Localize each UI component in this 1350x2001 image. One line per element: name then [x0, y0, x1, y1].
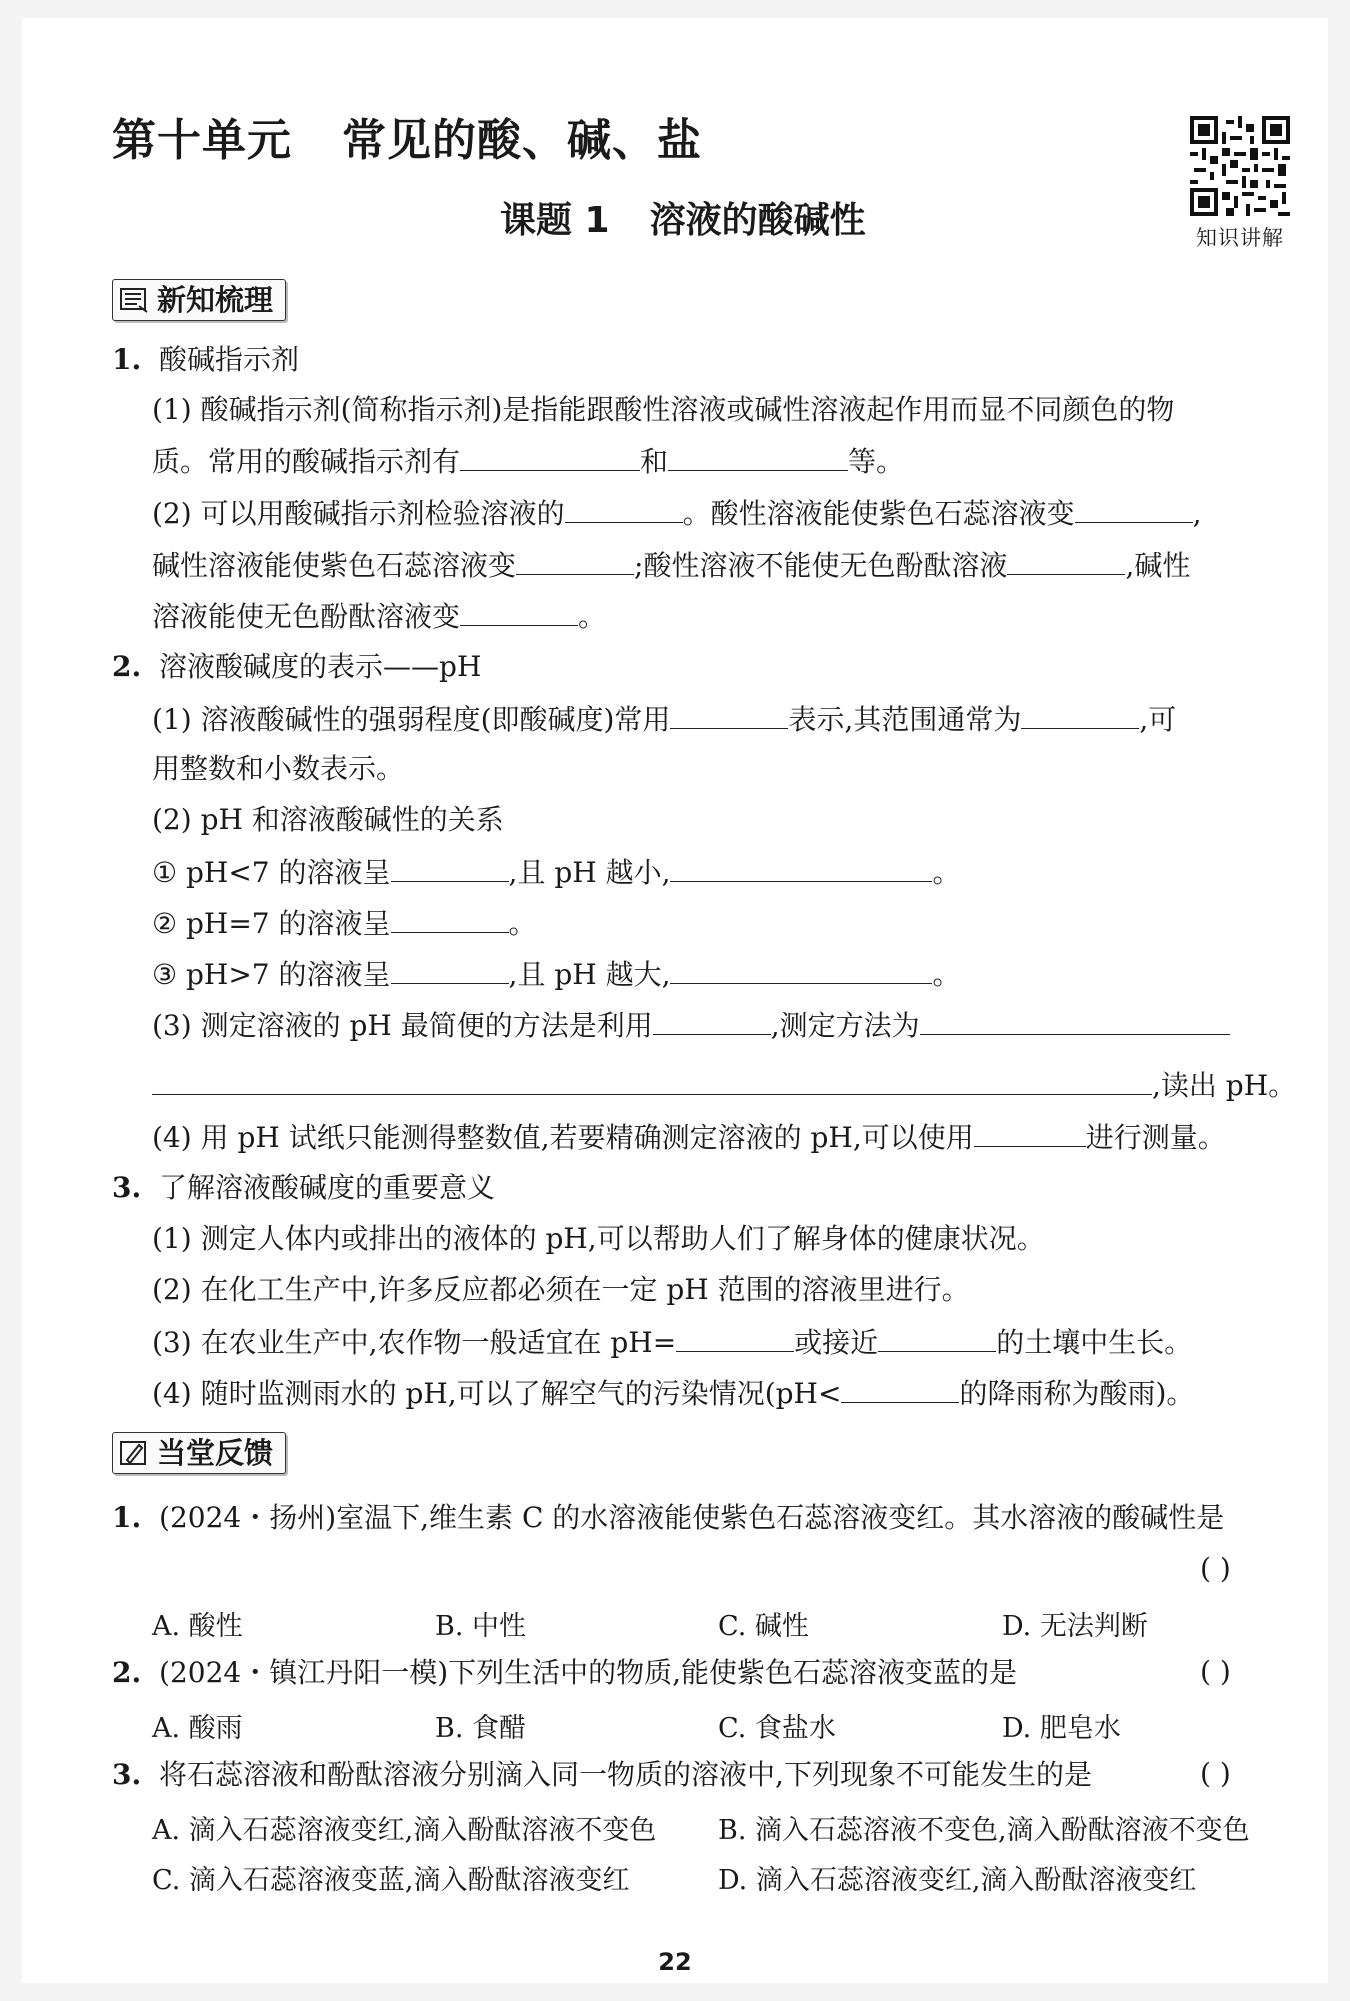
text: 溶液能使无色酚酞溶液变	[152, 600, 461, 633]
q2-option-b[interactable]: B. 食醋	[435, 1713, 527, 1744]
text: 的土壤中生长。	[996, 1326, 1193, 1359]
k1-p2a	[152, 494, 1202, 532]
text: 。	[932, 856, 961, 889]
text: ,且 pH 越大,	[508, 958, 671, 991]
k3-p2: (2) 在化工生产中,许多反应都必须在一定 pH 范围的溶液里进行。	[152, 1273, 970, 1306]
k3-p3	[152, 1323, 1192, 1361]
blank[interactable]	[391, 955, 509, 984]
blank[interactable]	[391, 853, 509, 882]
q2-option-a[interactable]: A. 酸雨	[152, 1713, 243, 1744]
q1-option-a[interactable]: A. 酸性	[152, 1611, 243, 1642]
q3-option-b[interactable]: B. 滴入石蕊溶液不变色,滴入酚酞溶液不变色	[718, 1815, 1250, 1846]
page-number: 22	[658, 1948, 692, 1976]
section-title: 当堂反馈	[157, 1436, 274, 1470]
text: ③ pH>7 的溶液呈	[152, 958, 391, 991]
text: (2) 可以用酸碱指示剂检验溶液的	[152, 497, 565, 530]
k2-case1	[152, 853, 961, 891]
text: 进行测量。	[1085, 1121, 1226, 1154]
lesson-title	[500, 192, 866, 243]
text: ,碱性	[1125, 549, 1191, 582]
section-header-new-knowledge	[112, 279, 286, 321]
k1-p2b	[152, 546, 1190, 584]
q2-stem: 2. (2024・镇江丹阳一模)下列生活中的物质,能使紫色石蕊溶液变蓝的是	[112, 1656, 1018, 1689]
blank[interactable]	[152, 1066, 1152, 1095]
blank[interactable]	[653, 1006, 771, 1035]
text: 。	[508, 907, 537, 940]
blank[interactable]	[974, 1118, 1086, 1147]
q1-answer-paren[interactable]: ( )	[1200, 1552, 1231, 1585]
blank[interactable]	[1075, 494, 1193, 523]
section-header-feedback	[112, 1432, 286, 1474]
blank[interactable]	[565, 494, 683, 523]
qr-label: 知识讲解	[1196, 226, 1284, 250]
k2-p4	[152, 1118, 1226, 1156]
lesson-number: 课题 1	[500, 200, 610, 241]
q3-option-c[interactable]: C. 滴入石蕊溶液变蓝,滴入酚酞溶液变红	[152, 1865, 630, 1896]
q1-option-d[interactable]: D. 无法判断	[1002, 1611, 1148, 1642]
blank[interactable]	[460, 597, 578, 626]
text: ② pH=7 的溶液呈	[152, 907, 391, 940]
unit-number: 第十单元	[112, 115, 292, 166]
text: ① pH<7 的溶液呈	[152, 856, 391, 889]
blank[interactable]	[516, 546, 634, 575]
text: ,且 pH 越小,	[508, 856, 671, 889]
q3-option-a[interactable]: A. 滴入石蕊溶液变红,滴入酚酞溶液不变色	[152, 1815, 657, 1846]
pencil-icon	[119, 1439, 149, 1467]
q3-answer-paren[interactable]: ( )	[1200, 1757, 1231, 1790]
blank[interactable]	[1021, 700, 1139, 729]
text: (3) 测定溶液的 pH 最简便的方法是利用	[152, 1009, 653, 1042]
text: (2024・扬州)室温下,维生素 C 的水溶液能使紫色石蕊溶液变红。其水溶液的酸碱性是	[159, 1501, 1225, 1534]
text: (4) 随时监测雨水的 pH,可以了解空气的污染情况(pH<	[152, 1377, 842, 1410]
q1-option-b[interactable]: B. 中性	[435, 1611, 527, 1642]
text: 和	[640, 445, 669, 478]
k2-title: 2. 溶液酸碱度的表示——pH	[112, 650, 482, 683]
text: 。	[932, 958, 961, 991]
unit-name: 常见的酸、碱、盐	[342, 115, 702, 166]
text: 碱性溶液能使紫色石蕊溶液变	[152, 549, 517, 582]
text: ,测定方法为	[770, 1009, 920, 1042]
text: 。	[578, 600, 607, 633]
text: 的降雨称为酸雨)。	[959, 1377, 1195, 1410]
blank[interactable]	[920, 1006, 1230, 1035]
k2-p3a	[152, 1006, 1230, 1044]
text: 或接近	[794, 1326, 879, 1359]
q1-stem: 1. (2024・扬州)室温下,维生素 C 的水溶液能使紫色石蕊溶液变红。其水溶液的酸碱性是	[112, 1501, 1225, 1534]
k2-case3	[152, 955, 961, 993]
q2-option-d[interactable]: D. 肥皂水	[1002, 1713, 1121, 1744]
text: 将石蕊溶液和酚酞溶液分别滴入同一物质的溶液中,下列现象不可能发生的是	[159, 1758, 1092, 1791]
text: 表示,其范围通常为	[788, 703, 1022, 736]
text: ;酸性溶液不能使无色酚酞溶液	[634, 549, 1008, 582]
text: ,读出 pH。	[1152, 1069, 1297, 1102]
blank[interactable]	[878, 1323, 996, 1352]
lesson-name: 溶液的酸碱性	[649, 200, 866, 241]
k2-p1a	[152, 700, 1176, 738]
blank[interactable]	[670, 955, 932, 984]
blank[interactable]	[670, 700, 788, 729]
k1-p2c	[152, 597, 606, 635]
k2-case2	[152, 904, 537, 942]
blank[interactable]	[841, 1374, 959, 1403]
k3-title: 3. 了解溶液酸碱度的重要意义	[112, 1171, 496, 1204]
text: 。酸性溶液能使紫色石蕊溶液变	[682, 497, 1075, 530]
text: (3) 在农业生产中,农作物一般适宜在 pH=	[152, 1326, 677, 1359]
q3-stem: 3. 将石蕊溶液和酚酞溶液分别滴入同一物质的溶液中,下列现象不可能发生的是	[112, 1758, 1092, 1791]
text: (4) 用 pH 试纸只能测得整数值,若要精确测定溶液的 pH,可以使用	[152, 1121, 974, 1154]
k1-p1b	[152, 442, 904, 480]
k1-p1a: (1) 酸碱指示剂(简称指示剂)是指能跟酸性溶液或碱性溶液起作用而显不同颜色的物	[152, 393, 1175, 426]
text: (2024・镇江丹阳一模)下列生活中的物质,能使紫色石蕊溶液变蓝的是	[159, 1656, 1018, 1689]
blank[interactable]	[670, 853, 932, 882]
k3-p1: (1) 测定人体内或排出的液体的 pH,可以帮助人们了解身体的健康状况。	[152, 1222, 1045, 1255]
q1-option-c[interactable]: C. 碱性	[718, 1611, 809, 1642]
k3-p4	[152, 1374, 1194, 1412]
q2-option-c[interactable]: C. 食盐水	[718, 1713, 836, 1744]
text: ,	[1192, 497, 1202, 530]
k2-p3b	[152, 1066, 1296, 1104]
text: 等。	[848, 445, 905, 478]
book-icon	[119, 286, 149, 314]
qr-code-icon[interactable]	[1190, 116, 1290, 216]
section-title: 新知梳理	[157, 283, 274, 317]
unit-title	[112, 104, 702, 168]
blank[interactable]	[676, 1323, 794, 1352]
blank[interactable]	[668, 442, 848, 471]
text: ,可	[1139, 703, 1177, 736]
text: 质。常用的酸碱指示剂有	[152, 445, 461, 478]
k2-p2: (2) pH 和溶液酸碱性的关系	[152, 803, 504, 836]
k2-p1b: 用整数和小数表示。	[152, 752, 405, 785]
k1-title-text: 酸碱指示剂	[159, 343, 300, 376]
text: (1) 溶液酸碱性的强弱程度(即酸碱度)常用	[152, 703, 671, 736]
k2-title-text: 溶液酸碱度的表示——pH	[159, 650, 482, 683]
blank[interactable]	[460, 442, 640, 471]
q2-answer-paren[interactable]: ( )	[1200, 1655, 1231, 1688]
q3-option-d[interactable]: D. 滴入石蕊溶液变红,滴入酚酞溶液变红	[718, 1865, 1197, 1896]
blank[interactable]	[1007, 546, 1125, 575]
k1-title: 1. 酸碱指示剂	[112, 343, 300, 376]
k3-title-text: 了解溶液酸碱度的重要意义	[159, 1171, 496, 1204]
blank[interactable]	[391, 904, 509, 933]
